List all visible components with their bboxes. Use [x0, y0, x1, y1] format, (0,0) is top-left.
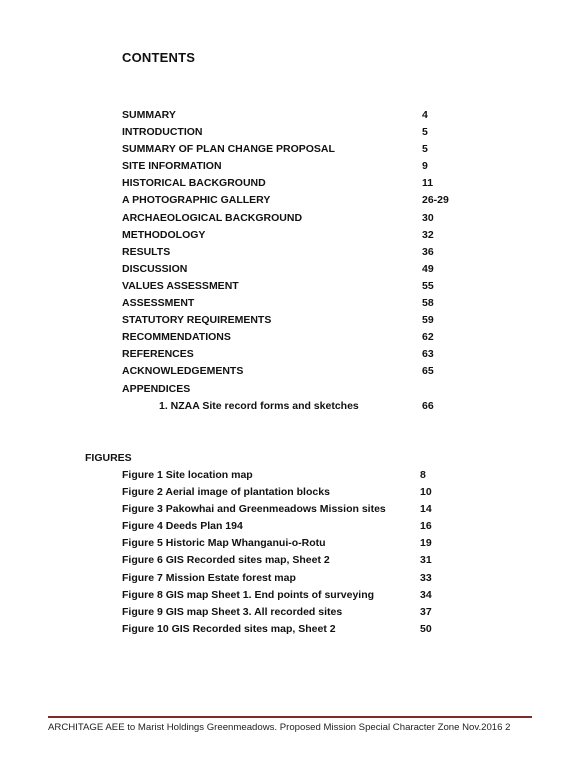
- figure-entry-label: Figure 6 GIS Recorded sites map, Sheet 2: [122, 554, 330, 567]
- figure-entry-page: 14: [420, 503, 432, 516]
- toc-entry-page: 9: [422, 160, 428, 173]
- toc-entry-label: ACKNOWLEDGEMENTS: [122, 365, 244, 378]
- figure-entry: [122, 467, 462, 484]
- figure-entry-label: Figure 7 Mission Estate forest map: [122, 571, 296, 584]
- toc-entry-page: 65: [422, 365, 434, 378]
- toc-entry-page: 62: [422, 331, 434, 344]
- toc-entry: [122, 363, 462, 380]
- toc-entry-label: STATUTORY REQUIREMENTS: [122, 314, 272, 327]
- toc-entry: [122, 141, 462, 158]
- figure-entry-page: 16: [420, 520, 432, 533]
- toc-entry: [122, 312, 462, 329]
- toc-entry: [122, 295, 462, 312]
- toc-entry-label: APPENDICES: [122, 382, 191, 395]
- toc-entry: [122, 278, 462, 295]
- toc-entry-page: 63: [422, 348, 434, 361]
- toc-entry: [122, 210, 462, 227]
- footer-divider: [48, 716, 532, 718]
- toc-entry: [122, 158, 462, 175]
- toc-entry: [122, 175, 462, 192]
- toc-entry-page: 32: [422, 228, 434, 241]
- figures-list: [122, 467, 462, 638]
- toc-entry: [122, 107, 462, 124]
- toc-entry-page: 30: [422, 211, 434, 224]
- figure-entry: [122, 621, 462, 638]
- toc-entry-label: A PHOTOGRAPHIC GALLERY: [122, 194, 271, 207]
- page-footer: ARCHITAGE AEE to Marist Holdings Greenmeadows. Proposed Mission Special Character Zone Nov.2016 2: [48, 722, 511, 733]
- toc-entry-page: 58: [422, 297, 434, 310]
- figure-entry-label: Figure 2 Aerial image of plantation blocks: [122, 486, 330, 499]
- toc-entry: [122, 329, 462, 346]
- toc-entry: [122, 192, 462, 209]
- contents-list: [122, 107, 462, 415]
- figure-entry: [122, 587, 462, 604]
- figure-entry-page: 37: [420, 605, 432, 618]
- toc-entry-label: INTRODUCTION: [122, 126, 203, 139]
- figure-entry-page: 33: [420, 571, 432, 584]
- figure-entry: [122, 518, 462, 535]
- toc-entry-page: 5: [422, 126, 428, 139]
- figure-entry: [122, 604, 462, 621]
- figure-entry-label: Figure 8 GIS map Sheet 1. End points of surveying: [122, 588, 375, 601]
- figure-entry-page: 34: [420, 588, 432, 601]
- toc-entry-page: 11: [422, 177, 434, 190]
- figure-entry: [122, 484, 462, 501]
- figure-entry-page: 19: [420, 537, 432, 550]
- toc-entry: [122, 124, 462, 141]
- figure-entry-page: 31: [420, 554, 432, 567]
- toc-entry-page: 36: [422, 245, 434, 258]
- toc-entry: [122, 381, 462, 398]
- toc-entry-page: 55: [422, 279, 434, 292]
- toc-entry-page: 49: [422, 262, 434, 275]
- toc-entry-label: SUMMARY: [122, 109, 176, 121]
- toc-entry-label: REFERENCES: [122, 348, 194, 361]
- toc-entry-label: RESULTS: [122, 245, 171, 258]
- figure-entry: [122, 535, 462, 552]
- figure-entry-label: Figure 4 Deeds Plan 194: [122, 520, 243, 533]
- toc-entry-label: METHODOLOGY: [122, 228, 206, 241]
- figure-entry-label: Figure 1 Site location map: [122, 469, 253, 481]
- toc-entry: [122, 261, 462, 278]
- figure-entry: [122, 501, 462, 518]
- toc-entry-label: HISTORICAL BACKGROUND: [122, 177, 266, 190]
- toc-entry: [122, 227, 462, 244]
- toc-entry-page: 5: [422, 143, 428, 156]
- toc-entry: [122, 244, 462, 261]
- figure-entry-label: Figure 3 Pakowhai and Greenmeadows Mission sites: [122, 503, 386, 516]
- toc-entry-label: 1. NZAA Site record forms and sketches: [159, 399, 359, 412]
- figure-entry-page: 8: [420, 469, 426, 481]
- contents-title: CONTENTS: [122, 50, 196, 65]
- toc-entry: [122, 346, 462, 363]
- toc-entry-label: SUMMARY OF PLAN CHANGE PROPOSAL: [122, 143, 335, 156]
- toc-subentry: [122, 398, 462, 415]
- figure-entry-label: Figure 5 Historic Map Whanganui-o-Rotu: [122, 537, 326, 550]
- figure-entry: [122, 570, 462, 587]
- toc-entry-label: VALUES ASSESSMENT: [122, 279, 239, 292]
- toc-entry-label: ARCHAEOLOGICAL BACKGROUND: [122, 211, 303, 224]
- toc-entry-page: 59: [422, 314, 434, 327]
- toc-entry-page: 4: [422, 109, 428, 121]
- figure-entry-label: Figure 9 GIS map Sheet 3. All recorded sites: [122, 605, 343, 618]
- figure-entry-page: 10: [420, 486, 432, 499]
- toc-entry-label: DISCUSSION: [122, 262, 188, 275]
- figure-entry: [122, 552, 462, 569]
- figure-entry-label: Figure 10 GIS Recorded sites map, Sheet 2: [122, 622, 336, 635]
- toc-entry-page: 26-29: [422, 194, 449, 207]
- figure-entry-page: 50: [420, 622, 432, 635]
- figures-heading: FIGURES: [85, 452, 132, 464]
- toc-entry-page: 66: [422, 399, 434, 412]
- toc-entry-label: ASSESSMENT: [122, 297, 195, 310]
- toc-entry-label: SITE INFORMATION: [122, 160, 222, 173]
- toc-entry-label: RECOMMENDATIONS: [122, 331, 231, 344]
